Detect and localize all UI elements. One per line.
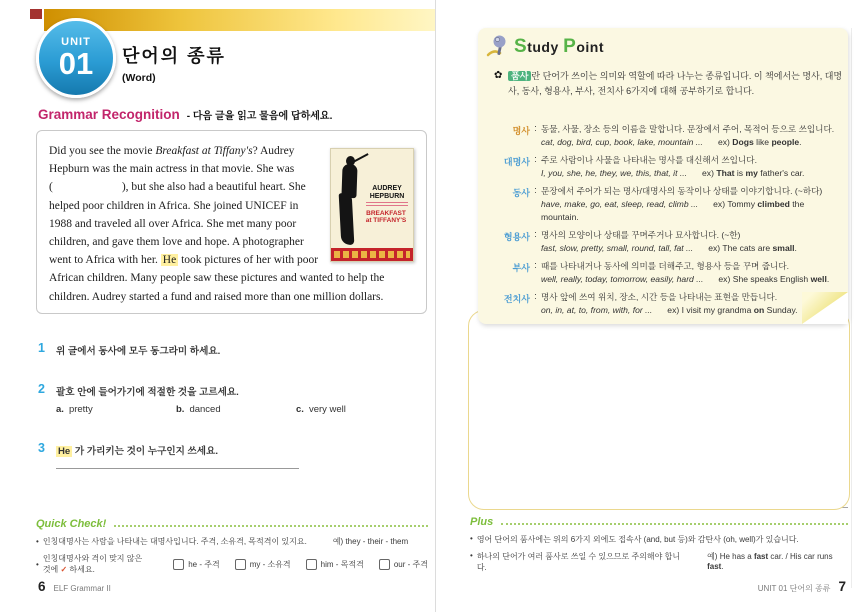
pos-term: 대명사: [503, 156, 530, 167]
page-divider: [435, 0, 436, 612]
pos-example-sentence: ex) Tommy climbed the mountain.: [541, 199, 805, 222]
pos-word-examples: on, in, at, to, from, with, for ...: [541, 305, 653, 315]
pos-colon: [530, 260, 541, 286]
pos-example-sentence: ex) The cats are small.: [708, 243, 797, 253]
quick-check-bullet-1: • 인칭대명사는 사람을 나타내는 대명사입니다. 주격, 소유격, 목적격이 있지요. 예) they - their - them: [36, 536, 428, 547]
question-1: [38, 341, 220, 357]
dotted-rule: [501, 515, 848, 525]
plus-heading-row: [470, 515, 848, 528]
pos-item-adverb: [488, 260, 838, 286]
pos-description: 명사 앞에 쓰여 위치, 장소, 시간 등을 나타내는 표현을 만듭니다.: [541, 292, 778, 302]
parts-of-speech-list: [488, 123, 838, 322]
option-a: a. pretty: [56, 404, 93, 415]
page-title: 단어의 종류: [122, 46, 226, 66]
option-b: b. danced: [176, 404, 221, 415]
pos-term: 동사: [512, 187, 530, 198]
pos-example-sentence: ex) That is my father's car.: [702, 168, 805, 178]
poster-figure-cigarette-holder: [353, 153, 369, 162]
pos-description: 문장에서 주어가 되는 명사/대명사의 동작이나 상태를 이야기합니다. (~하다): [541, 186, 823, 196]
poster-actor-name: AUDREY HEPBURN: [369, 185, 405, 200]
study-point-title: Study Point: [514, 36, 604, 57]
exercise-box: [468, 310, 850, 510]
passage-text: Did you see the movie Breakfast at Tiffany's? Audrey Hepburn was the main actress in that movie. She was ( ), but she also had a beautiful heart. She helped poor children in Africa. She joined UNICEF in 1988 and traveled all over Africa. She met many poor children, and gave them love and hope. A photographer went to Africa with her. He took pictures of her with poor African children. Many people saw these pictures and wanted to help the children. Audrey started a fund and raised more than one million dollars.: [49, 145, 385, 303]
quick-check-bullet-2: • 인칭대명사와 격이 맞지 않은 것에 ✓ 하세요. he - 주격 my - 소유격 him - 목적격 our - 주격: [36, 553, 428, 575]
pos-word-examples: cat, dog, bird, cup, book, lake, mountain ...: [541, 137, 703, 147]
pos-item-preposition: [488, 291, 838, 317]
question-number: 3: [38, 441, 45, 455]
quick-check-title: Quick Check!: [36, 518, 107, 530]
poster-figure-dress: [339, 193, 355, 246]
quick-check-example: 예) they - their - them: [332, 537, 409, 546]
check-option: he - 주격: [173, 559, 219, 570]
plus-bullet-2: • 하나의 단어가 여러 품사로 쓰일 수 있으므로 주의해야 합니다. 예) He has a fast car. / His car runs fast.: [470, 551, 848, 573]
check-option: our - 주격: [379, 559, 428, 570]
page-subtitle: (Word): [122, 72, 156, 84]
pos-word-examples: have, make, go, eat, sleep, read, climb ...: [541, 199, 699, 209]
grammar-recognition-heading: [38, 107, 332, 122]
plus-bullet-1: • 영어 단어의 품사에는 위의 6가지 외에도 접속사 (and, but 등)와 감탄사 (oh, well)가 있습니다.: [470, 534, 848, 545]
check-option: my - 소유격: [235, 559, 291, 570]
quick-check-section: [36, 517, 428, 575]
pos-colon: [530, 185, 541, 224]
footer-left: [38, 579, 111, 594]
unit-title-block: [122, 42, 226, 84]
pos-example-sentence: ex) Dogs like people.: [717, 137, 802, 147]
check-option: him - 목적격: [306, 559, 364, 570]
pos-example-sentence: ex) She speaks English well.: [718, 274, 830, 284]
corner-accent: [30, 9, 42, 19]
reading-passage-box: [36, 130, 427, 314]
unit-footer-title: UNIT 01 단어의 종류: [757, 584, 831, 593]
quick-check-heading-row: [36, 517, 428, 530]
question-number: 2: [38, 382, 45, 396]
pos-term: 부사: [512, 262, 530, 273]
book-title: ELF Grammar II: [53, 584, 111, 593]
pos-item-verb: [488, 185, 838, 224]
pos-term: 형용사: [503, 231, 530, 242]
pos-colon: [530, 229, 541, 255]
question-text: He 가 가리키는 것이 누구인지 쓰세요.: [58, 446, 219, 457]
section-title: Grammar Recognition: [38, 107, 180, 122]
pos-term: 전치사: [503, 293, 530, 304]
question-text: 괄호 안에 들어가기에 적절한 것을 고르세요.: [56, 387, 239, 398]
pos-item-pronoun: [488, 154, 838, 180]
option-c: c. very well: [296, 404, 346, 415]
answer-blank-line: [56, 468, 299, 469]
pos-term: 명사: [512, 125, 530, 136]
poster-bottom-band: [331, 248, 413, 261]
pos-item-noun: [488, 123, 838, 149]
checkbox[interactable]: [235, 559, 246, 570]
page-edge: [851, 28, 852, 588]
pos-description: 주로 사람이나 사물을 나타내는 명사를 대신해서 쓰입니다.: [541, 155, 757, 165]
study-point-note: [478, 28, 848, 324]
footer-right: [650, 579, 846, 594]
pos-colon: [530, 291, 541, 317]
poster-credits-lines: [366, 202, 408, 208]
plus-title: Plus: [470, 516, 494, 528]
unit-label: UNIT: [61, 35, 91, 48]
dotted-rule: [114, 517, 428, 527]
pos-colon: [530, 154, 541, 180]
plus-example: 예) He has a fast car. / His car runs fast.: [707, 552, 833, 571]
question-2: [38, 382, 239, 398]
pos-example-sentence: ex) I visit my grandma on Sunday.: [667, 305, 798, 315]
page-number: 7: [838, 579, 846, 594]
question-number: 1: [38, 341, 45, 355]
checkbox[interactable]: [173, 559, 184, 570]
plus-section: [470, 515, 848, 573]
pushpin-icon: [486, 33, 510, 61]
pos-item-adjective: [488, 229, 838, 255]
pos-word-examples: I, you, she, he, they, we, this, that, it ...: [541, 168, 688, 178]
checkbox[interactable]: [306, 559, 317, 570]
unit-badge: [36, 18, 116, 98]
question-3: [38, 441, 218, 457]
flower-icon: ✿: [494, 70, 503, 81]
pos-word-examples: fast, slow, pretty, small, round, tall, fat ...: [541, 243, 694, 253]
poster-movie-title: BREAKFAST at TIFFANY'S: [365, 210, 407, 224]
checkbox[interactable]: [379, 559, 390, 570]
pos-description: 동물, 사물, 장소 등의 이름을 말합니다. 문장에서 주어, 목적어 등으로 쓰입니다.: [541, 124, 835, 134]
movie-poster: [330, 148, 414, 262]
pos-word-examples: well, really, today, tomorrow, easily, hard ...: [541, 274, 704, 284]
question-text: 위 글에서 동사에 모두 동그라미 하세요.: [56, 346, 221, 357]
section-instruction: - 다음 글을 읽고 물음에 답하세요.: [186, 111, 333, 122]
pos-description: 때를 나타내거나 동사에 의미를 더해주고, 형용사 등을 꾸며 줍니다.: [541, 261, 790, 271]
pos-colon: [530, 123, 541, 149]
page-number: 6: [38, 579, 46, 594]
pos-description: 명사의 모양이나 상태를 꾸며주거나 묘사합니다. (~한): [541, 230, 741, 240]
study-point-intro: ✿ 품사 란 단어가 쓰이는 의미와 역할에 따라 나누는 종류입니다. 이 책에서는 명사, 대명사, 동사, 형용사, 부사, 전치사 6가지에 대해 공부하기로 합니다.: [494, 70, 843, 96]
unit-number: 01: [58, 45, 94, 81]
